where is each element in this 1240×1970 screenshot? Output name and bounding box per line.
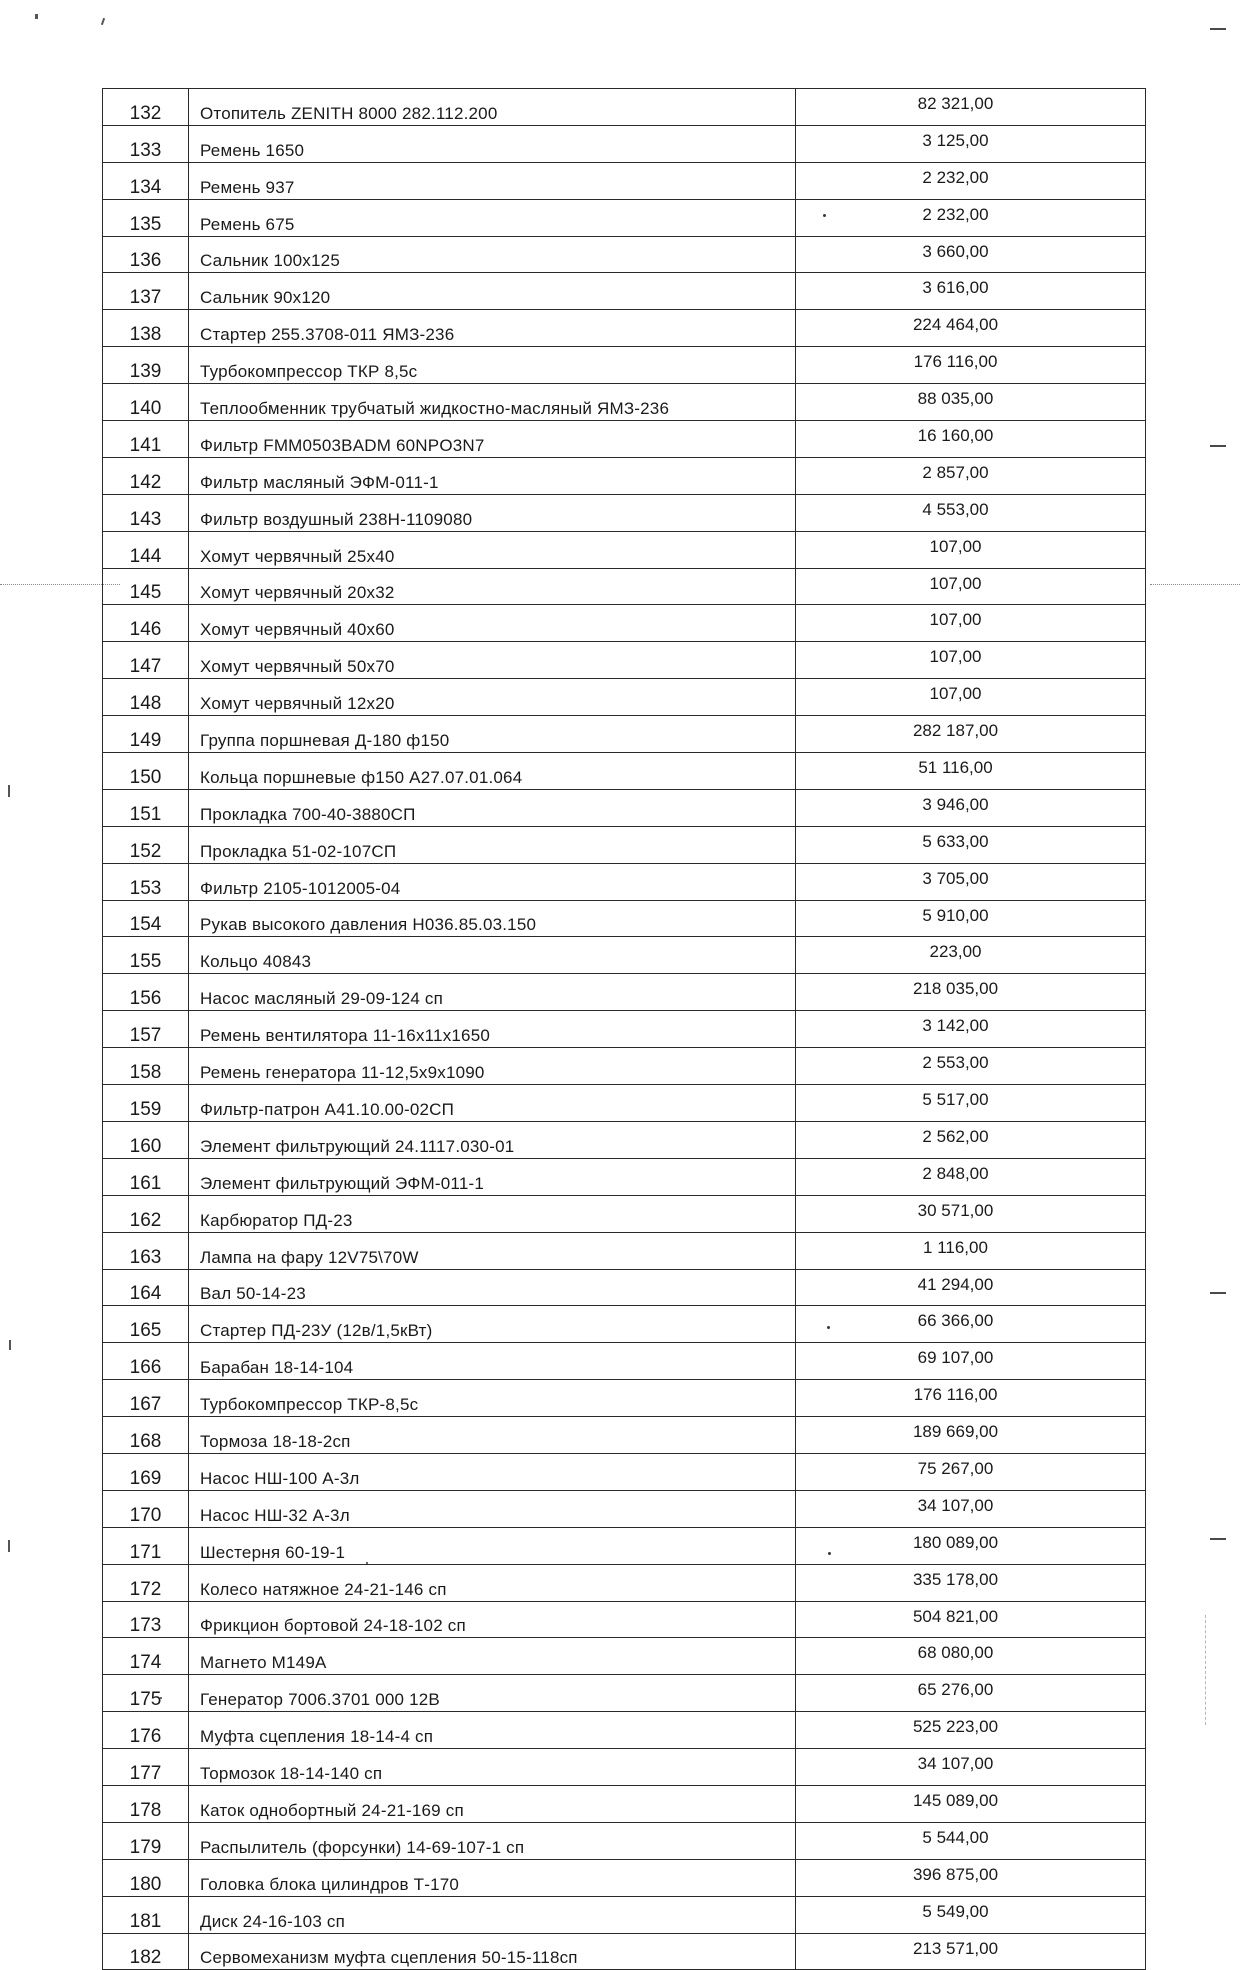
- item-name-cell: Барабан 18-14-104: [189, 1343, 796, 1380]
- right-edge-dash: [1210, 28, 1226, 30]
- row-number-cell: 164: [103, 1269, 189, 1306]
- item-name-cell: Кольцо 40843: [189, 937, 796, 974]
- row-number-cell: 167: [103, 1380, 189, 1417]
- right-edge-dash: [1210, 1538, 1226, 1540]
- table-row: [103, 162, 1146, 199]
- item-name-cell: Насос НШ-100 А-3л: [189, 1453, 796, 1490]
- item-name-cell: Насос масляный 29-09-124 сп: [189, 974, 796, 1011]
- price-cell: 504 821,00: [796, 1601, 1146, 1638]
- price-cell: 180 089,00: [796, 1527, 1146, 1564]
- table-row: [103, 421, 1146, 458]
- row-number-cell: 148: [103, 679, 189, 716]
- row-number-cell: 134: [103, 162, 189, 199]
- price-cell: 5 910,00: [796, 900, 1146, 937]
- row-number-cell: 152: [103, 826, 189, 863]
- row-number-cell: 156: [103, 974, 189, 1011]
- left-edge-mark: [9, 1340, 11, 1350]
- table-row: [103, 89, 1146, 126]
- price-cell: 65 276,00: [796, 1675, 1146, 1712]
- item-name-cell: Тормоза 18-18-2сп: [189, 1417, 796, 1454]
- item-name-cell: Хомут червячный 12х20: [189, 679, 796, 716]
- price-cell: 30 571,00: [796, 1195, 1146, 1232]
- item-name-cell: Рукав высокого давления Н036.85.03.150: [189, 900, 796, 937]
- price-cell: 5 549,00: [796, 1896, 1146, 1933]
- table-row: [103, 1712, 1146, 1749]
- item-name-cell: Турбокомпрессор ТКР-8,5с: [189, 1380, 796, 1417]
- price-cell: 335 178,00: [796, 1564, 1146, 1601]
- price-cell: 1 116,00: [796, 1232, 1146, 1269]
- table-row: [103, 1453, 1146, 1490]
- row-number-cell: 157: [103, 1011, 189, 1048]
- row-number-cell: 165: [103, 1306, 189, 1343]
- price-cell: 2 232,00: [796, 199, 1146, 236]
- table-row: [103, 1380, 1146, 1417]
- row-number-cell: 166: [103, 1343, 189, 1380]
- right-edge-dash: [1210, 445, 1226, 447]
- table-row: [103, 1121, 1146, 1158]
- item-name-cell: Элемент фильтрующий ЭФМ-011-1: [189, 1158, 796, 1195]
- table-row: [103, 1085, 1146, 1122]
- table-row: [103, 716, 1146, 753]
- row-number-cell: 174: [103, 1638, 189, 1675]
- price-cell: 41 294,00: [796, 1269, 1146, 1306]
- table-row: [103, 236, 1146, 273]
- table-row: [103, 531, 1146, 568]
- table-row: [103, 1306, 1146, 1343]
- price-cell: 75 267,00: [796, 1453, 1146, 1490]
- row-number-cell: 150: [103, 753, 189, 790]
- price-cell: 68 080,00: [796, 1638, 1146, 1675]
- table-row: [103, 1527, 1146, 1564]
- table-row: [103, 1638, 1146, 1675]
- price-cell: 107,00: [796, 679, 1146, 716]
- price-cell: 107,00: [796, 642, 1146, 679]
- item-name-cell: Теплообменник трубчатый жидкостно-масляный ЯМЗ-236: [189, 384, 796, 421]
- row-number-cell: 179: [103, 1822, 189, 1859]
- price-cell: 525 223,00: [796, 1712, 1146, 1749]
- row-number-cell: 155: [103, 937, 189, 974]
- row-number-cell: 159: [103, 1085, 189, 1122]
- table-row: [103, 199, 1146, 236]
- row-number-cell: 154: [103, 900, 189, 937]
- price-cell: 224 464,00: [796, 310, 1146, 347]
- row-number-cell: 169: [103, 1453, 189, 1490]
- row-number-cell: 178: [103, 1785, 189, 1822]
- table-row: [103, 1232, 1146, 1269]
- price-cell: 3 660,00: [796, 236, 1146, 273]
- item-name-cell: Насос НШ-32 А-3л: [189, 1490, 796, 1527]
- row-number-cell: 153: [103, 863, 189, 900]
- row-number-cell: 181: [103, 1896, 189, 1933]
- table-row: [103, 679, 1146, 716]
- item-name-cell: Генератор 7006.3701 000 12В: [189, 1675, 796, 1712]
- row-number-cell: 139: [103, 347, 189, 384]
- row-number-cell: 147: [103, 642, 189, 679]
- price-cell: 16 160,00: [796, 421, 1146, 458]
- table-row: [103, 1601, 1146, 1638]
- item-name-cell: Хомут червячный 40х60: [189, 605, 796, 642]
- item-name-cell: Диск 24-16-103 сп: [189, 1896, 796, 1933]
- row-number-cell: 173: [103, 1601, 189, 1638]
- table-row: [103, 1822, 1146, 1859]
- item-name-cell: Головка блока цилиндров Т-170: [189, 1859, 796, 1896]
- row-number-cell: 170: [103, 1490, 189, 1527]
- row-number-cell: 135: [103, 199, 189, 236]
- table-row: [103, 1933, 1146, 1970]
- table-row: [103, 974, 1146, 1011]
- price-cell: 3 142,00: [796, 1011, 1146, 1048]
- item-name-cell: Распылитель (форсунки) 14-69-107-1 сп: [189, 1822, 796, 1859]
- item-name-cell: Группа поршневая Д-180 ф150: [189, 716, 796, 753]
- item-name-cell: Колесо натяжное 24-21-146 сп: [189, 1564, 796, 1601]
- row-number-cell: 142: [103, 457, 189, 494]
- table-row: [103, 1011, 1146, 1048]
- table-row: [103, 642, 1146, 679]
- item-name-cell: Хомут червячный 50х70: [189, 642, 796, 679]
- price-cell: 282 187,00: [796, 716, 1146, 753]
- table-row: [103, 1158, 1146, 1195]
- price-cell: 51 116,00: [796, 753, 1146, 790]
- price-cell: 69 107,00: [796, 1343, 1146, 1380]
- table-row: [103, 863, 1146, 900]
- item-name-cell: Тормозок 18-14-140 сп: [189, 1749, 796, 1786]
- row-number-cell: 132: [103, 89, 189, 126]
- binder-perforation: [1205, 1615, 1216, 1725]
- table-row: [103, 789, 1146, 826]
- row-number-cell: 136: [103, 236, 189, 273]
- item-name-cell: Фильтр масляный ЭФМ-011-1: [189, 457, 796, 494]
- item-name-cell: Элемент фильтрующий 24.1117.030-01: [189, 1121, 796, 1158]
- table-row: [103, 1896, 1146, 1933]
- price-cell: 176 116,00: [796, 347, 1146, 384]
- price-cell: 5 633,00: [796, 826, 1146, 863]
- row-number-cell: 149: [103, 716, 189, 753]
- row-number-cell: 151: [103, 789, 189, 826]
- price-cell: 2 553,00: [796, 1048, 1146, 1085]
- row-number-cell: 138: [103, 310, 189, 347]
- price-cell: 3 946,00: [796, 789, 1146, 826]
- table-row: [103, 310, 1146, 347]
- price-cell: 223,00: [796, 937, 1146, 974]
- table-row: [103, 937, 1146, 974]
- price-cell: 107,00: [796, 568, 1146, 605]
- row-number-cell: 158: [103, 1048, 189, 1085]
- table-row: [103, 273, 1146, 310]
- row-number-cell: 176: [103, 1712, 189, 1749]
- fold-line-right: [1150, 584, 1240, 585]
- price-cell: 5 517,00: [796, 1085, 1146, 1122]
- row-number-cell: 161: [103, 1158, 189, 1195]
- table-row: [103, 1785, 1146, 1822]
- table-row: [103, 826, 1146, 863]
- price-cell: 218 035,00: [796, 974, 1146, 1011]
- table-row: [103, 1749, 1146, 1786]
- row-number-cell: 145: [103, 568, 189, 605]
- item-name-cell: Муфта сцепления 18-14-4 сп: [189, 1712, 796, 1749]
- item-name-cell: Прокладка 700-40-3880СП: [189, 789, 796, 826]
- row-number-cell: 160: [103, 1121, 189, 1158]
- price-cell: 2 232,00: [796, 162, 1146, 199]
- price-cell: 107,00: [796, 531, 1146, 568]
- item-name-cell: Карбюратор ПД-23: [189, 1195, 796, 1232]
- table-row: [103, 1564, 1146, 1601]
- table-row: [103, 384, 1146, 421]
- table-row: [103, 1417, 1146, 1454]
- price-cell: 66 366,00: [796, 1306, 1146, 1343]
- item-name-cell: Фрикцион бортовой 24-18-102 сп: [189, 1601, 796, 1638]
- item-name-cell: Прокладка 51-02-107СП: [189, 826, 796, 863]
- item-name-cell: Каток однобортный 24-21-169 сп: [189, 1785, 796, 1822]
- table-row: [103, 125, 1146, 162]
- price-cell: 3 125,00: [796, 125, 1146, 162]
- price-cell: 34 107,00: [796, 1749, 1146, 1786]
- row-number-cell: 133: [103, 125, 189, 162]
- price-cell: 396 875,00: [796, 1859, 1146, 1896]
- price-cell: 2 848,00: [796, 1158, 1146, 1195]
- item-name-cell: Шестерня 60-19-1: [189, 1527, 796, 1564]
- item-name-cell: Отопитель ZENITH 8000 282.112.200: [189, 89, 796, 126]
- row-number-cell: 141: [103, 421, 189, 458]
- table-row: [103, 1859, 1146, 1896]
- table-row: [103, 347, 1146, 384]
- price-cell: 107,00: [796, 605, 1146, 642]
- item-name-cell: Ремень генератора 11-12,5х9х1090: [189, 1048, 796, 1085]
- table-row: [103, 605, 1146, 642]
- price-cell: 82 321,00: [796, 89, 1146, 126]
- item-name-cell: Турбокомпрессор ТКР 8,5с: [189, 347, 796, 384]
- price-cell: 176 116,00: [796, 1380, 1146, 1417]
- item-name-cell: Ремень 675: [189, 199, 796, 236]
- scan-speck: [35, 14, 38, 19]
- price-cell: 189 669,00: [796, 1417, 1146, 1454]
- row-number-cell: 177: [103, 1749, 189, 1786]
- item-name-cell: Стартер ПД-23У (12в/1,5кВт): [189, 1306, 796, 1343]
- item-name-cell: Ремень 1650: [189, 125, 796, 162]
- table-row: [103, 457, 1146, 494]
- item-name-cell: Стартер 255.3708-011 ЯМЗ-236: [189, 310, 796, 347]
- row-number-cell: 175: [103, 1675, 189, 1712]
- table-row: [103, 568, 1146, 605]
- item-name-cell: Ремень 937: [189, 162, 796, 199]
- scan-speck: [101, 18, 105, 25]
- table-row: [103, 494, 1146, 531]
- row-number-cell: 168: [103, 1417, 189, 1454]
- item-name-cell: Хомут червячный 25х40: [189, 531, 796, 568]
- price-cell: 34 107,00: [796, 1490, 1146, 1527]
- item-name-cell: Сервомеханизм муфта сцепления 50-15-118сп: [189, 1933, 796, 1970]
- table-row: [103, 1343, 1146, 1380]
- item-name-cell: Сальник 90х120: [189, 273, 796, 310]
- row-number-cell: 172: [103, 1564, 189, 1601]
- price-cell: 3 616,00: [796, 273, 1146, 310]
- item-name-cell: Ремень вентилятора 11-16х11х1650: [189, 1011, 796, 1048]
- row-number-cell: 162: [103, 1195, 189, 1232]
- price-cell: 2 857,00: [796, 457, 1146, 494]
- item-name-cell: Фильтр воздушный 238Н-1109080: [189, 494, 796, 531]
- item-name-cell: Фильтр FMM0503BADM 60NPO3N7: [189, 421, 796, 458]
- right-edge-dash: [1210, 1292, 1226, 1294]
- row-number-cell: 146: [103, 605, 189, 642]
- item-name-cell: Фильтр-патрон А41.10.00-02СП: [189, 1085, 796, 1122]
- price-cell: 213 571,00: [796, 1933, 1146, 1970]
- table-row: [103, 1490, 1146, 1527]
- item-name-cell: Хомут червячный 20х32: [189, 568, 796, 605]
- price-cell: 5 544,00: [796, 1822, 1146, 1859]
- left-edge-mark: [8, 1540, 10, 1552]
- inventory-table-body: [103, 89, 1146, 1970]
- row-number-cell: 163: [103, 1232, 189, 1269]
- price-cell: 88 035,00: [796, 384, 1146, 421]
- item-name-cell: Лампа на фару 12V75\70W: [189, 1232, 796, 1269]
- price-cell: 4 553,00: [796, 494, 1146, 531]
- row-number-cell: 171: [103, 1527, 189, 1564]
- table-row: [103, 1675, 1146, 1712]
- item-name-cell: Фильтр 2105-1012005-04: [189, 863, 796, 900]
- table-row: [103, 1195, 1146, 1232]
- inventory-table: [102, 88, 1146, 1970]
- table-row: [103, 1048, 1146, 1085]
- row-number-cell: 144: [103, 531, 189, 568]
- item-name-cell: Магнето М149А: [189, 1638, 796, 1675]
- left-edge-mark: [8, 785, 10, 797]
- table-row: [103, 1269, 1146, 1306]
- row-number-cell: 143: [103, 494, 189, 531]
- row-number-cell: 180: [103, 1859, 189, 1896]
- item-name-cell: Сальник 100х125: [189, 236, 796, 273]
- table-row: [103, 900, 1146, 937]
- item-name-cell: Кольца поршневые ф150 А27.07.01.064: [189, 753, 796, 790]
- price-cell: 2 562,00: [796, 1121, 1146, 1158]
- table-row: [103, 753, 1146, 790]
- row-number-cell: 140: [103, 384, 189, 421]
- row-number-cell: 182: [103, 1933, 189, 1970]
- price-cell: 3 705,00: [796, 863, 1146, 900]
- item-name-cell: Вал 50-14-23: [189, 1269, 796, 1306]
- price-cell: 145 089,00: [796, 1785, 1146, 1822]
- row-number-cell: 137: [103, 273, 189, 310]
